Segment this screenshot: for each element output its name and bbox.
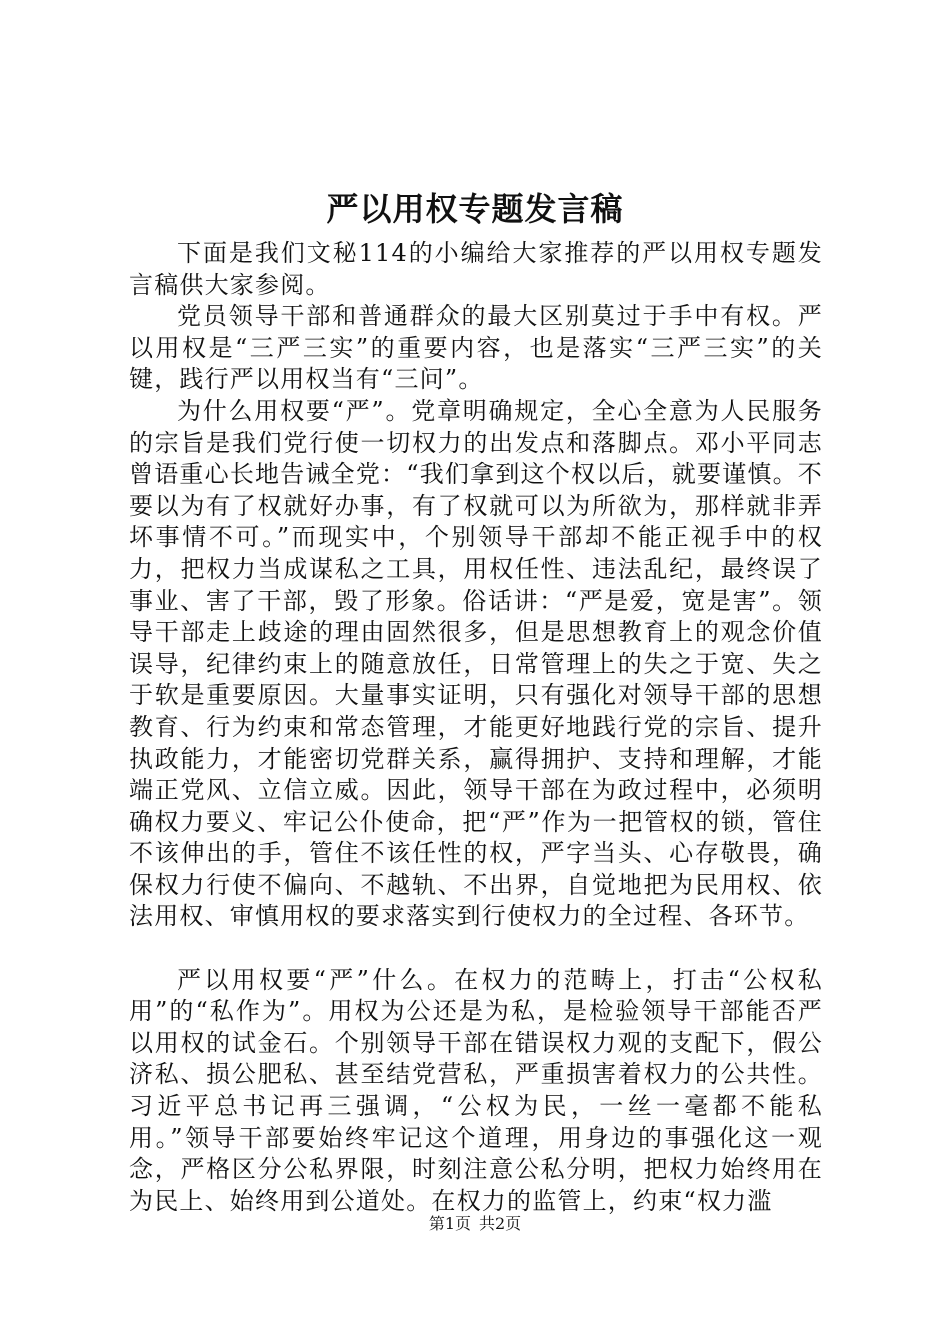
page-total: 共2页 — [479, 1214, 522, 1233]
paragraph-what-strict: 严以用权要“严”什么。在权力的范畴上，打击“公权私用”的“私作为”。用权为公还是为私，是检验领导干部能否严以用权的试金石。个别领导干部在错误权力观的支配下，假公济私、损公肥私、甚至结党营私，严重损害着权力的公共性。习近平总书记再三强调，“公权为民，一丝一毫都不能私用。”领导干部要始终牢记这个道理，用身边的事强化这一观念，严格区分公私界限，时刻注意公私分明，把权力始终用在为民上、始终用到公道处。在权力的监管上，约束“权力滥 — [129, 965, 823, 1215]
paragraph-intro: 下面是我们文秘114的小编给大家推荐的严以用权专题发言稿供大家参阅。 — [129, 239, 823, 299]
document-title: 严以用权专题发言稿 — [326, 190, 624, 228]
paragraph-opening: 党员领导干部和普通群众的最大区别莫过于手中有权。严以用权是“三严三实”的重要内容，也是落实“三严三实”的关键，践行严以用权当有“三问”。 — [129, 302, 823, 394]
paragraph-why-strict: 为什么用权要“严”。党章明确规定，全心全意为人民服务的宗旨是我们党行使一切权力的出发点和落脚点。邓小平同志曾语重心长地告诫全党：“我们拿到这个权以后，就要谨慎。不要以为有了权就好办事，有了权就可以为所欲为，那样就非弄坏事情不可。”而现实中，个别领导干部却不能正视手中的权力，把权力当成谋私之工具，用权任性、违法乱纪，最终误了事业、害了干部，毁了形象。俗话讲：“严是爱，宽是害”。领导干部走上歧途的理由固然很多，但是思想教育上的观念价值误导，纪律约束上的随意放任，日常管理上的失之于宽、失之于软是重要原因。大量事实证明，只有强化对领导干部的思想教育、行为约束和常态管理，才能更好地践行党的宗旨、提升执政能力，才能密切党群关系，赢得拥护、支持和理解，才能端正党风、立信立威。因此，领导干部在为政过程中，必须明确权力要义、牢记公仆使命，把“严”作为一把管权的锁，管住不该伸出的手，管住不该任性的权，严字当头、心存敬畏，确保权力行使不偏向、不越轨、不出界，自觉地把为民用权、依法用权、审慎用权的要求落实到行使权力的全过程、各环节。 — [129, 396, 823, 931]
page-footer — [0, 1212, 950, 1236]
page-number: 第1页 — [428, 1214, 471, 1233]
document-body — [129, 238, 823, 1217]
